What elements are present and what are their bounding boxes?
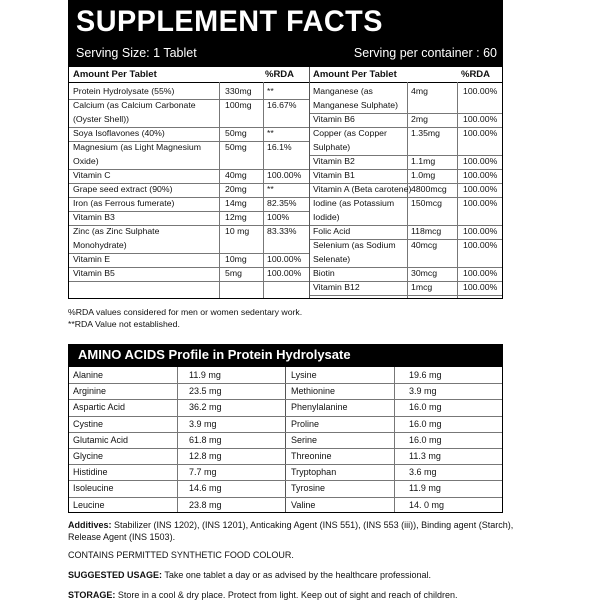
amino-amount: 11.9 mg (189, 370, 221, 380)
nutrient-name: Vitamin B5 (73, 268, 115, 278)
nutrient-amount: 1.35mg (411, 128, 440, 138)
nutrient-amount: 20mg (225, 184, 247, 194)
amino-amount: 16.0 mg (409, 402, 442, 413)
nutrient-table (68, 66, 503, 299)
row-rule (69, 497, 502, 498)
servings-per-container: Serving per container : 60 (353, 46, 497, 60)
nutrient-amount: 100mg (225, 100, 252, 110)
nutrient-amount: 150mcg (411, 198, 442, 208)
nutrient-amount: 1.1mg (411, 156, 436, 166)
row-rule (69, 480, 502, 481)
rda-note-2: **RDA Value not established. (68, 318, 180, 329)
amino-name: Tyrosine (291, 483, 326, 494)
nutrient-amount: 14mg (225, 198, 247, 208)
amino-amount: 16.0 mg (409, 418, 442, 429)
nutrient-rda: 100.00% (463, 226, 498, 236)
nutrient-name: Iodine (as Potassium (313, 198, 395, 208)
nutrient-rda: 100.00% (463, 114, 498, 124)
amino-amount: 36.2 mg (189, 402, 222, 413)
amino-name: Arginine (73, 386, 107, 397)
nutrient-rda: 16.67% (267, 100, 297, 110)
nutrient-amount: 30mcg (411, 268, 438, 278)
nutrient-rda: 100.00% (463, 86, 498, 96)
nutrient-rda: 100.00% (463, 170, 498, 180)
nutrient-rda: 100.00% (463, 268, 498, 278)
nutrient-name: Soya Isoflavones (40%) (73, 128, 165, 138)
nutrient-amount: 4mg (411, 86, 428, 96)
nutrient-amount: 118mcg (411, 226, 442, 236)
nutrient-rda: 83.33% (267, 226, 297, 236)
amino-name: Cystine (73, 418, 104, 429)
nutrient-name: Zinc (as Zinc Sulphate (73, 226, 160, 236)
nutrient-rda: 100.00% (267, 170, 302, 180)
nutrient-rda: 100.00% (463, 198, 498, 208)
amino-name: Lysine (291, 370, 317, 380)
storage-text: Store in a cool & dry place. Protect from light. Keep out of sight and reach of children. (115, 590, 458, 600)
serving-size: Serving Size: 1 Tablet (76, 46, 197, 60)
amino-name: Valine (291, 499, 316, 510)
nutrient-rda: 100.00% (463, 282, 498, 292)
nutrient-amount: 50mg (225, 128, 247, 138)
nutrient-amount: 330mg (225, 86, 252, 96)
nutrient-name: Vitamin A (Beta carotene) (313, 184, 412, 194)
cell-divider (394, 367, 395, 512)
nutrient-rda: 100.00% (463, 184, 498, 194)
rda-note-1: %RDA values considered for men or women sedentary work. (68, 307, 303, 317)
amino-name: Glycine (73, 451, 104, 461)
row-rule (69, 399, 502, 400)
amino-amount: 11.9 mg (409, 483, 441, 494)
nutrient-name: Vitamin B6 (313, 114, 355, 124)
nutrient-name: Biotin (313, 268, 335, 278)
column-divider (285, 367, 286, 512)
additives-label: Additives: (68, 520, 112, 530)
amino-name: Leucine (73, 499, 105, 510)
nutrient-amount: 1.0mg (411, 170, 436, 180)
usage-label: SUGGESTED USAGE: (68, 570, 163, 580)
rda-notes (68, 307, 302, 330)
amino-amount: 3.9 mg (189, 418, 217, 429)
nutrient-name: Manganese Sulphate) (313, 100, 399, 110)
amino-amount: 7.7 mg (189, 467, 217, 478)
nutrient-name: Vitamin B2 (313, 156, 355, 166)
nutrient-name: Copper (as Copper (313, 128, 387, 138)
nutrient-rda: 100.00% (463, 128, 498, 138)
nutrient-rda: 100.00% (463, 156, 498, 166)
amino-name: Methionine (291, 386, 336, 397)
nutrient-name: Oxide) (73, 156, 99, 166)
left-rda-header: %RDA (265, 69, 295, 80)
nutrient-name: Calcium (as Calcium Carbonate (73, 100, 196, 110)
cell-divider (263, 82, 264, 298)
nutrient-name: Selenium (as Sodium (313, 240, 396, 250)
nutrient-amount: 50mg (225, 142, 247, 152)
row-rule (69, 383, 502, 384)
cell-divider (219, 82, 220, 298)
nutrient-amount: 40mg (225, 170, 247, 180)
nutrient-amount: 1mcg (411, 282, 433, 292)
nutrient-name: Manganese (as (313, 86, 373, 96)
nutrient-name: Vitamin B12 (313, 282, 360, 292)
nutrient-name: Vitamin C (73, 170, 111, 180)
amino-amount: 16.0 mg (409, 434, 442, 445)
row-rule (69, 432, 502, 433)
usage-statement (68, 569, 538, 581)
nutrient-name: Monohydrate) (73, 240, 127, 250)
amino-amount: 23.5 mg (189, 386, 222, 397)
colour-statement: CONTAINS PERMITTED SYNTHETIC FOOD COLOUR. (68, 550, 294, 560)
nutrient-rda: 100.00% (267, 268, 302, 278)
nutrient-rda: 82.35% (267, 198, 297, 208)
left-amount-header: Amount Per Tablet (73, 69, 157, 80)
nutrient-name: (Oyster Shell)) (73, 114, 129, 124)
nutrient-amount: 12mg (225, 212, 247, 222)
nutrient-rda: 100.00% (267, 254, 302, 264)
cell-divider (177, 367, 178, 512)
nutrient-rda: 100% (267, 212, 290, 222)
nutrient-rda: ** (267, 184, 274, 194)
nutrient-name: Selenate) (313, 254, 351, 264)
storage-statement (68, 589, 538, 600)
additives-statement (68, 519, 538, 543)
nutrient-rda: ** (267, 128, 274, 138)
amino-name: Proline (291, 418, 320, 429)
row-rule (69, 448, 502, 449)
amino-amount: 14.6 mg (189, 483, 222, 494)
amino-amount: 19.6 mg (409, 370, 442, 380)
amino-section-title: AMINO ACIDS Profile in Protein Hydrolysate (68, 344, 503, 366)
nutrient-amount: 10 mg (225, 226, 250, 236)
amino-amount: 14. 0 mg (409, 499, 445, 510)
right-rda-header: %RDA (461, 69, 491, 80)
nutrient-name: Folic Acid (313, 226, 351, 236)
amino-name: Threonine (291, 451, 332, 461)
nutrient-amount: 40mcg (411, 240, 438, 250)
nutrient-amount: 10mg (225, 254, 247, 264)
nutrient-amount: 2mg (411, 114, 428, 124)
page-title: SUPPLEMENT FACTS (76, 5, 383, 38)
amino-name: Serine (291, 434, 318, 445)
nutrient-rda: 16.1% (267, 142, 292, 152)
cell-divider (457, 82, 458, 298)
right-amount-header: Amount Per Tablet (313, 69, 397, 80)
row-rule (310, 295, 502, 296)
nutrient-name: Vitamin B3 (73, 212, 115, 222)
storage-label: STORAGE: (68, 590, 116, 600)
amino-amount: 11.3 mg (409, 451, 441, 461)
amino-amount: 61.8 mg (189, 434, 222, 445)
amino-name: Tryptophan (291, 467, 337, 478)
nutrient-name: Iodide) (313, 212, 340, 222)
usage-text: Take one tablet a day or as advised by the healthcare professional. (162, 570, 432, 580)
row-rule (69, 416, 502, 417)
nutrient-name: Sulphate) (313, 142, 351, 152)
amino-name: Isoleucine (73, 483, 114, 494)
additives-text: Stabilizer (INS 1202), (INS 1201), Anticaking Agent (INS 551), (INS 553 (iii)), Binding agent (Starch), Release Agent (INS 1503). (68, 520, 514, 542)
amino-name: Aspartic Acid (73, 402, 126, 413)
amino-amount: 3.9 mg (409, 386, 437, 397)
nutrient-rda: ** (267, 86, 274, 96)
nutrient-name: Vitamin B1 (313, 170, 355, 180)
row-rule (69, 281, 309, 282)
nutrient-name: Grape seed extract (90%) (73, 184, 173, 194)
nutrient-name: Vitamin E (73, 254, 111, 264)
amino-amount: 23.8 mg (189, 499, 222, 510)
amino-amount: 12.8 mg (189, 451, 222, 461)
nutrient-name: Protein Hydrolysate (55%) (73, 86, 175, 96)
row-rule (69, 464, 502, 465)
supplement-facts-header (68, 0, 503, 66)
nutrient-amount: 5mg (225, 268, 242, 278)
header-rule (69, 82, 502, 83)
amino-name: Glutamic Acid (73, 434, 129, 445)
nutrient-amount: 4800mcg (411, 184, 447, 194)
amino-name: Histidine (73, 467, 108, 478)
amino-name: Phenylalanine (291, 402, 348, 413)
amino-name: Alanine (73, 370, 104, 380)
nutrient-name: Magnesium (as Light Magnesium (73, 142, 201, 152)
amino-amount: 3.6 mg (409, 467, 437, 478)
amino-acid-table (68, 366, 503, 513)
nutrient-name: Iron (as Ferrous fumerate) (73, 198, 175, 208)
nutrient-rda: 100.00% (463, 240, 498, 250)
